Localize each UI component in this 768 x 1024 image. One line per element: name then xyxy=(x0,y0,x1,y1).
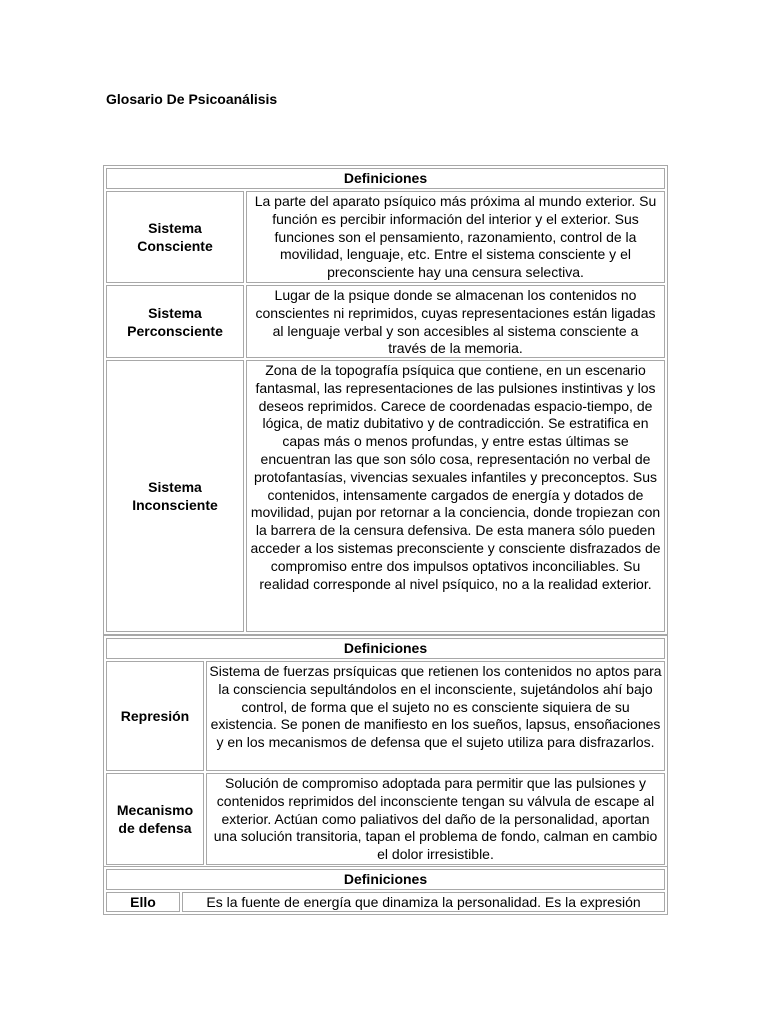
table-row xyxy=(106,773,665,865)
term-cell: Sistema Perconsciente xyxy=(106,285,244,358)
table-row xyxy=(106,360,665,632)
definitions-table-3 xyxy=(103,866,668,915)
table-header: Definiciones xyxy=(106,638,665,659)
document-title: Glosario De Psicoanálisis xyxy=(106,91,278,107)
table-row xyxy=(106,191,665,283)
term-cell: Represión xyxy=(106,661,204,771)
table-header: Definiciones xyxy=(106,168,665,189)
definition-cell: Zona de la topografía psíquica que contiene, en un escenario fantasmal, las representaciones de las pulsiones instintivas y los deseos reprimidos. Carece de coordenadas espacio-tiempo, de lógica, de matiz dubitativo y de contradicción. Se estratifica en capas más o menos profundas, y entre estas últimas se encuentran las que son sólo cosa, representación no verbal de protofantasías, vivencias sexuales infantiles y preconceptos. Sus contenidos, intensamente cargados de energía y dotados de movilidad, pujan por retornar a la conciencia, donde tropiezan con la barrera de la censura defensiva. De esta manera sólo pueden acceder a los sistemas preconsciente y consciente disfrazados de compromiso entre dos impulsos optativos inconciliables. Su realidad corresponde al nivel psíquico, no a la realidad exterior. xyxy=(246,360,665,632)
definition-cell: Sistema de fuerzas prsíquicas que retienen los contenidos no aptos para la consciencia sepultándolos en el inconsciente, sujetándolos ahí bajo control, de forma que el sujeto no es consciente siquiera de su existencia. Se ponen de manifiesto en los sueños, lapsus, ensoñaciones y en los mecanismos de defensa que el sujeto utiliza para disfrazarlos. xyxy=(206,661,665,771)
term-cell: Sistema Inconsciente xyxy=(106,360,244,632)
definition-cell: La parte del aparato psíquico más próxima al mundo exterior. Su función es percibir información del interior y el exterior. Sus funciones son el pensamiento, razonamiento, control de la movilidad, lenguaje, etc. Entre el sistema consciente y el preconsciente hay una censura selectiva. xyxy=(246,191,665,283)
table-header-row xyxy=(106,869,665,890)
table-row xyxy=(106,892,665,912)
term-cell: Ello xyxy=(106,892,180,912)
table-header-row xyxy=(106,638,665,659)
definition-cell: Es la fuente de energía que dinamiza la personalidad. Es la expresión xyxy=(182,892,665,912)
definition-cell: Solución de compromiso adoptada para permitir que las pulsiones y contenidos reprimidos del inconsciente tengan su válvula de escape al exterior. Actúan como paliativos del daño de la personalidad, aportan una solución transitoria, tapan el problema de fondo, calman en cambio el dolor irresistible. xyxy=(206,773,665,865)
definition-cell: Lugar de la psique donde se almacenan los contenidos no conscientes ni reprimidos, cuyas representaciones están ligadas al lenguaje verbal y son accesibles al sistema consciente a través de la memoria. xyxy=(246,285,665,358)
definitions-table-1 xyxy=(103,165,668,635)
table-row xyxy=(106,661,665,771)
term-cell: Sistema Consciente xyxy=(106,191,244,283)
definitions-table-2 xyxy=(103,635,668,868)
table-header: Definiciones xyxy=(106,869,665,890)
table-row xyxy=(106,285,665,358)
table-header-row xyxy=(106,168,665,189)
term-cell: Mecanismo de defensa xyxy=(106,773,204,865)
